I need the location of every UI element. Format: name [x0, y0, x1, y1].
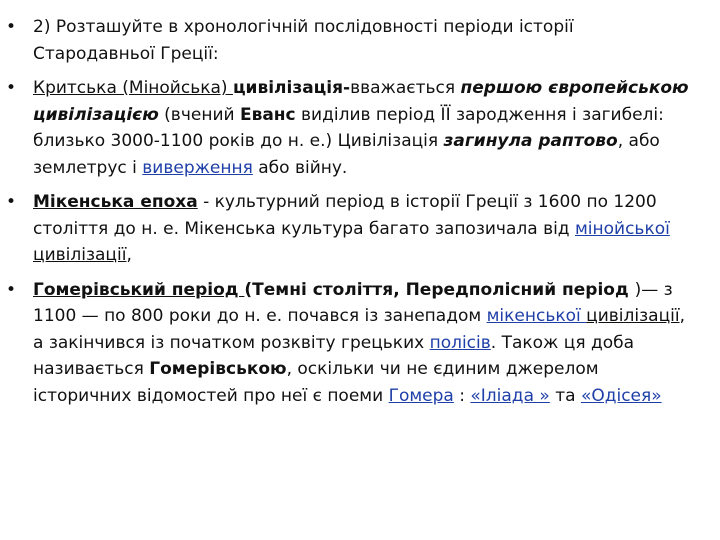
civilization-word: цивілізація-: [232, 78, 351, 98]
eruption-link[interactable]: виверження: [142, 157, 253, 178]
homer-link[interactable]: Гомера: [388, 385, 454, 406]
bullet-list: [0, 14, 698, 409]
text-segment: або війну.: [252, 157, 348, 178]
text-segment: )— з 1100 — по 800 роки до н. е. почався із занепадом: [33, 279, 673, 326]
bullet-dot: •: [6, 279, 17, 300]
civilization-underlined: цивілізації: [586, 306, 680, 326]
minoan-civilization-label: Критська (Мінойська): [33, 78, 233, 98]
minoan-link[interactable]: мінойської: [574, 218, 670, 239]
bullet-dot: •: [6, 17, 17, 37]
list-item: [0, 75, 698, 181]
list-item: [0, 189, 698, 269]
civilization-underlined: цивілізації: [33, 245, 127, 265]
bullet-dot: •: [6, 192, 17, 212]
perished-suddenly-phrase: загинула раптово: [443, 131, 618, 151]
mycenaean-link[interactable]: мікенської: [486, 306, 587, 326]
first-european-civilization: першою європейською цивілізацією: [33, 78, 689, 125]
polis-link[interactable]: полісів: [429, 332, 491, 353]
text-segment: - культурний період в історії Греції з 1600 по 1200 століття до н. е. Мікенська культура багато запозичала від: [33, 192, 657, 239]
iliad-link[interactable]: «Іліада »: [470, 385, 550, 406]
list-item: [0, 14, 698, 67]
text-segment: вважається: [350, 78, 461, 98]
text-segment: , оскільки чи не єдиним джерелом історичних відомостей про неї є поеми: [33, 359, 599, 406]
text-segment: ,: [126, 245, 132, 265]
list-item: [0, 277, 698, 410]
homeric-period-alt-names: (Темні століття, Передполісний період: [244, 279, 635, 300]
homeric-period-label: Гомерівський період: [33, 279, 245, 300]
text-segment: виділив період ЇЇ зародження і загибелі: близько 3000-1100 років до н. е.) Цивілізація: [33, 104, 664, 151]
text-segment: , або землетрус і: [33, 131, 660, 178]
text-segment: , а закінчився із початком розквіту грецьких: [33, 306, 685, 353]
evans-name: Еванс: [239, 104, 296, 125]
text-segment: . Також ця доба називається: [33, 332, 635, 379]
task-text: 2) Розташуйте в хронологічній послідовності періоди історії Стародавньої Греції:: [33, 17, 574, 64]
homeric-word: Гомерівською: [149, 359, 287, 379]
text-segment: :: [453, 385, 471, 406]
bullet-dot: •: [6, 78, 17, 98]
odyssey-link[interactable]: «Одісея»: [580, 385, 662, 406]
text-segment: та: [549, 385, 581, 406]
mycenaean-era-label: Мікенська епоха: [33, 192, 198, 212]
text-segment: (вчений: [158, 104, 240, 125]
